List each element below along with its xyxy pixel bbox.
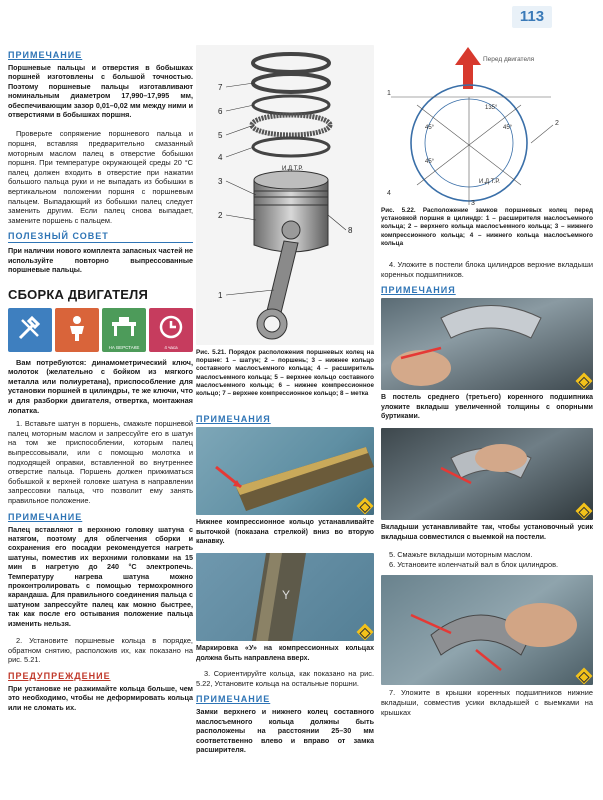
figure-caption: Рис. 5.22. Расположение замков поршневых колец перед установкой поршня в цилиндр: 1 – расширителя маслосъемного кольца; 2 – верхнего кольца маслосъемного кольца; 3 – нижнего компрессионного кольца; 4 – нижнего кольца маслосъемного кольца	[381, 207, 593, 247]
warning-heading: ПРЕДУПРЕЖДЕНИЕ	[8, 670, 111, 681]
ring-gap-diagram	[381, 45, 593, 207]
page-number: 113	[512, 6, 552, 28]
svg-text:45°: 45°	[425, 125, 435, 131]
step-text: 4. Уложите в постели блока цилиндров верхние вкладыши коренных подшипников.	[381, 260, 593, 279]
left-column	[8, 50, 193, 712]
tip-heading: ПОЛЕЗНЫЙ СОВЕТ	[8, 231, 193, 243]
step-text: 2. Установите поршневые кольца в порядке, обратном снятию, расположив их, как показано на рис. 5.21.	[8, 635, 193, 665]
clock-icon	[149, 308, 193, 352]
fig-label: 3	[218, 177, 223, 186]
icon-label: 4 часа	[164, 344, 178, 350]
step-text: 5. Смажьте вкладыши моторным маслом.	[389, 550, 533, 560]
front-label: Перед двигателя	[483, 56, 535, 63]
svg-text:4: 4	[387, 190, 391, 197]
figure-caption: Рис. 5.21. Порядок расположения поршневых колец на поршне: 1 – шатун; 2 – поршень; 3 – нижнее кольцо составного маслосъемного кольца; 4 – расширитель маслосъемного кольца; 5 – верхнее кольцо составного маслосъемного кольца; 6 – нижнее компрессионное кольцо; 7 – верхнее компрессионное кольцо; 8 – метка	[196, 349, 374, 398]
step-7	[381, 688, 593, 717]
svg-text:3: 3	[471, 200, 475, 207]
photo-caption: Маркировка «У» на компрессионных кольцах должна быть направлена вверх.	[196, 645, 374, 662]
tip-text: При наличии нового комплекта запасных частей не используйте повторно выпрессованные поршневые пальцы.	[8, 246, 193, 275]
warning-text: При установке не разжимайте кольца больше, чем это необходимо, чтобы не деформировать кольца или не сломать их.	[8, 683, 193, 712]
figure-5-21	[196, 45, 374, 345]
note-text: Палец вставляют в верхнюю головку шатуна с натягом, поэтому для облегчения сборки и сохранения его посадки рекомендуется нагреть шатуны, поместив их верхними головками на 15 мин в нагретую до 240 °С электропечь. Температуру нагрева шатуна можно проконтролировать с помощью термохромного карандаша. Для правильного соединения пальца с шатуном запрессуйте палец как можно быстрее, так как после его остывания положение пальца изменить нельзя.	[8, 524, 193, 628]
svg-text:1: 1	[387, 90, 391, 97]
paragraph	[8, 129, 193, 225]
step-text: 1. Вставьте шатун в поршень, смажьте поршневой палец моторным маслом и запрессуйте его в шатун на том же приспособлении, которым палец выпрессовывали, или с помощью молотка и подходящей оправки, вставленной во внутреннее отверстие пальца. Поршень должен прижиматься бобышкой к верхней головке шатуна в направлении запрессовки пальца, что позволит ему занять правильное положение.	[8, 419, 193, 505]
note-text: Поршневые пальцы и отверстия в бобышках поршней изготовлены с большой точностью. Поэтому поршневые пальцы изготавливают номинальным диаметром 17,990–17,995 мм, обеспечивающим зазор 0,01–0,02 мм между ними и отверстиями в бобышках поршня.	[8, 63, 193, 120]
piston-rings-illustration	[196, 45, 374, 345]
note-text: Замки верхнего и нижнего колец составного маслосъемного кольца должны быть расположены на расстоянии 25–30 мм соответственно влево и вправо от замка расширителя.	[196, 707, 374, 754]
step-6	[381, 560, 593, 570]
photo-ring-marking	[196, 553, 374, 641]
fig-label: 2	[218, 211, 223, 220]
photo-bearing-tab	[381, 428, 593, 520]
step-4	[381, 260, 593, 279]
photo-caption: В постель среднего (третьего) коренного подшипника уложите вкладыш увеличенной толщины с опорными буртиками.	[381, 394, 593, 421]
section-title: СБОРКА ДВИГАТЕЛЯ	[8, 286, 149, 302]
svg-text:45°: 45°	[425, 159, 435, 165]
step-text: 3. Сориентируйте кольца, как показано на рис. 5.22, Установите кольца на остальные поршни.	[196, 669, 374, 688]
right-column	[381, 45, 593, 717]
photo-main-bearing-cap	[381, 575, 593, 685]
photo-compression-ring	[196, 427, 374, 515]
figure-5-22	[381, 45, 593, 207]
note-heading: ПРИМЕЧАНИЯ	[196, 414, 271, 425]
person-icon	[55, 308, 99, 352]
photo-caption: Вкладыши устанавливайте так, чтобы установочный усик вкладыша совместился с выемкой на постели.	[381, 523, 593, 541]
svg-text:45°: 45°	[503, 125, 513, 131]
photo-caption: Нижнее компрессионное кольцо устанавливайте выточкой (показана стрелкой) вниз во вторую канавку.	[196, 519, 374, 546]
tool-icons-row	[8, 308, 193, 352]
step-text: 6. Установите коленчатый вал в блок цилиндров.	[389, 559, 559, 569]
step-5	[381, 550, 593, 560]
svg-text:2: 2	[555, 120, 559, 127]
note-heading: ПРИМЕЧАНИЕ	[8, 50, 83, 60]
middle-column	[196, 45, 374, 754]
note-heading: ПРИМЕЧАНИЕ	[8, 511, 83, 522]
svg-text:Y: Y	[282, 588, 291, 602]
step-3	[196, 669, 374, 688]
fig-label: 8	[348, 226, 353, 235]
fig-label: 7	[218, 83, 223, 92]
icon-label: НА ВЕРСТАКЕ	[108, 344, 140, 350]
photo-middle-bearing	[381, 298, 593, 390]
fig-label: 4	[218, 153, 223, 162]
note-heading: ПРИМЕЧАНИЕ	[196, 694, 271, 705]
note-heading: ПРИМЕЧАНИЯ	[381, 285, 456, 296]
paragraph-text: Проверьте сопряжение поршневого пальца и поршня, вставляя предварительно смазанный моторным маслом палец в отверстие бобышки поршня. При температуре окружающей среды 20 °С палец должен входить в отверстие при нажатии большого пальца руки и не выпадать из бобышки в вертикальном положении поршня с поршневым пальцем. Выпадающий из бобышки палец следует заменить другим. Если палец снова выпадает, замените поршень с пальцем.	[8, 129, 193, 225]
tools-icon	[8, 308, 52, 352]
fig-stamp: И.Д.Т.Р.	[282, 166, 303, 172]
svg-text:И.Д.Т.Р.: И.Д.Т.Р.	[479, 179, 500, 185]
workbench-icon	[102, 308, 146, 352]
fig-label: 5	[218, 131, 223, 140]
step-1	[8, 419, 193, 505]
tools-needed: Вам потребуются: динамометрический ключ, молоток (желательно с бойком из мягкого металла или полиуретана), приспособление для установки поршней в цилиндры, те же ключи, что и для разборки двигателя, отвертка, монтажная лопатка.	[8, 357, 193, 415]
fig-label: 1	[218, 291, 223, 300]
step-2	[8, 636, 193, 665]
svg-text:135°: 135°	[485, 105, 498, 111]
fig-label: 6	[218, 107, 223, 116]
step-text: 7. Уложите в крышки коренных подшипников нижние вкладыши, совместив усики вкладышей с выемками на крышках	[381, 688, 593, 717]
